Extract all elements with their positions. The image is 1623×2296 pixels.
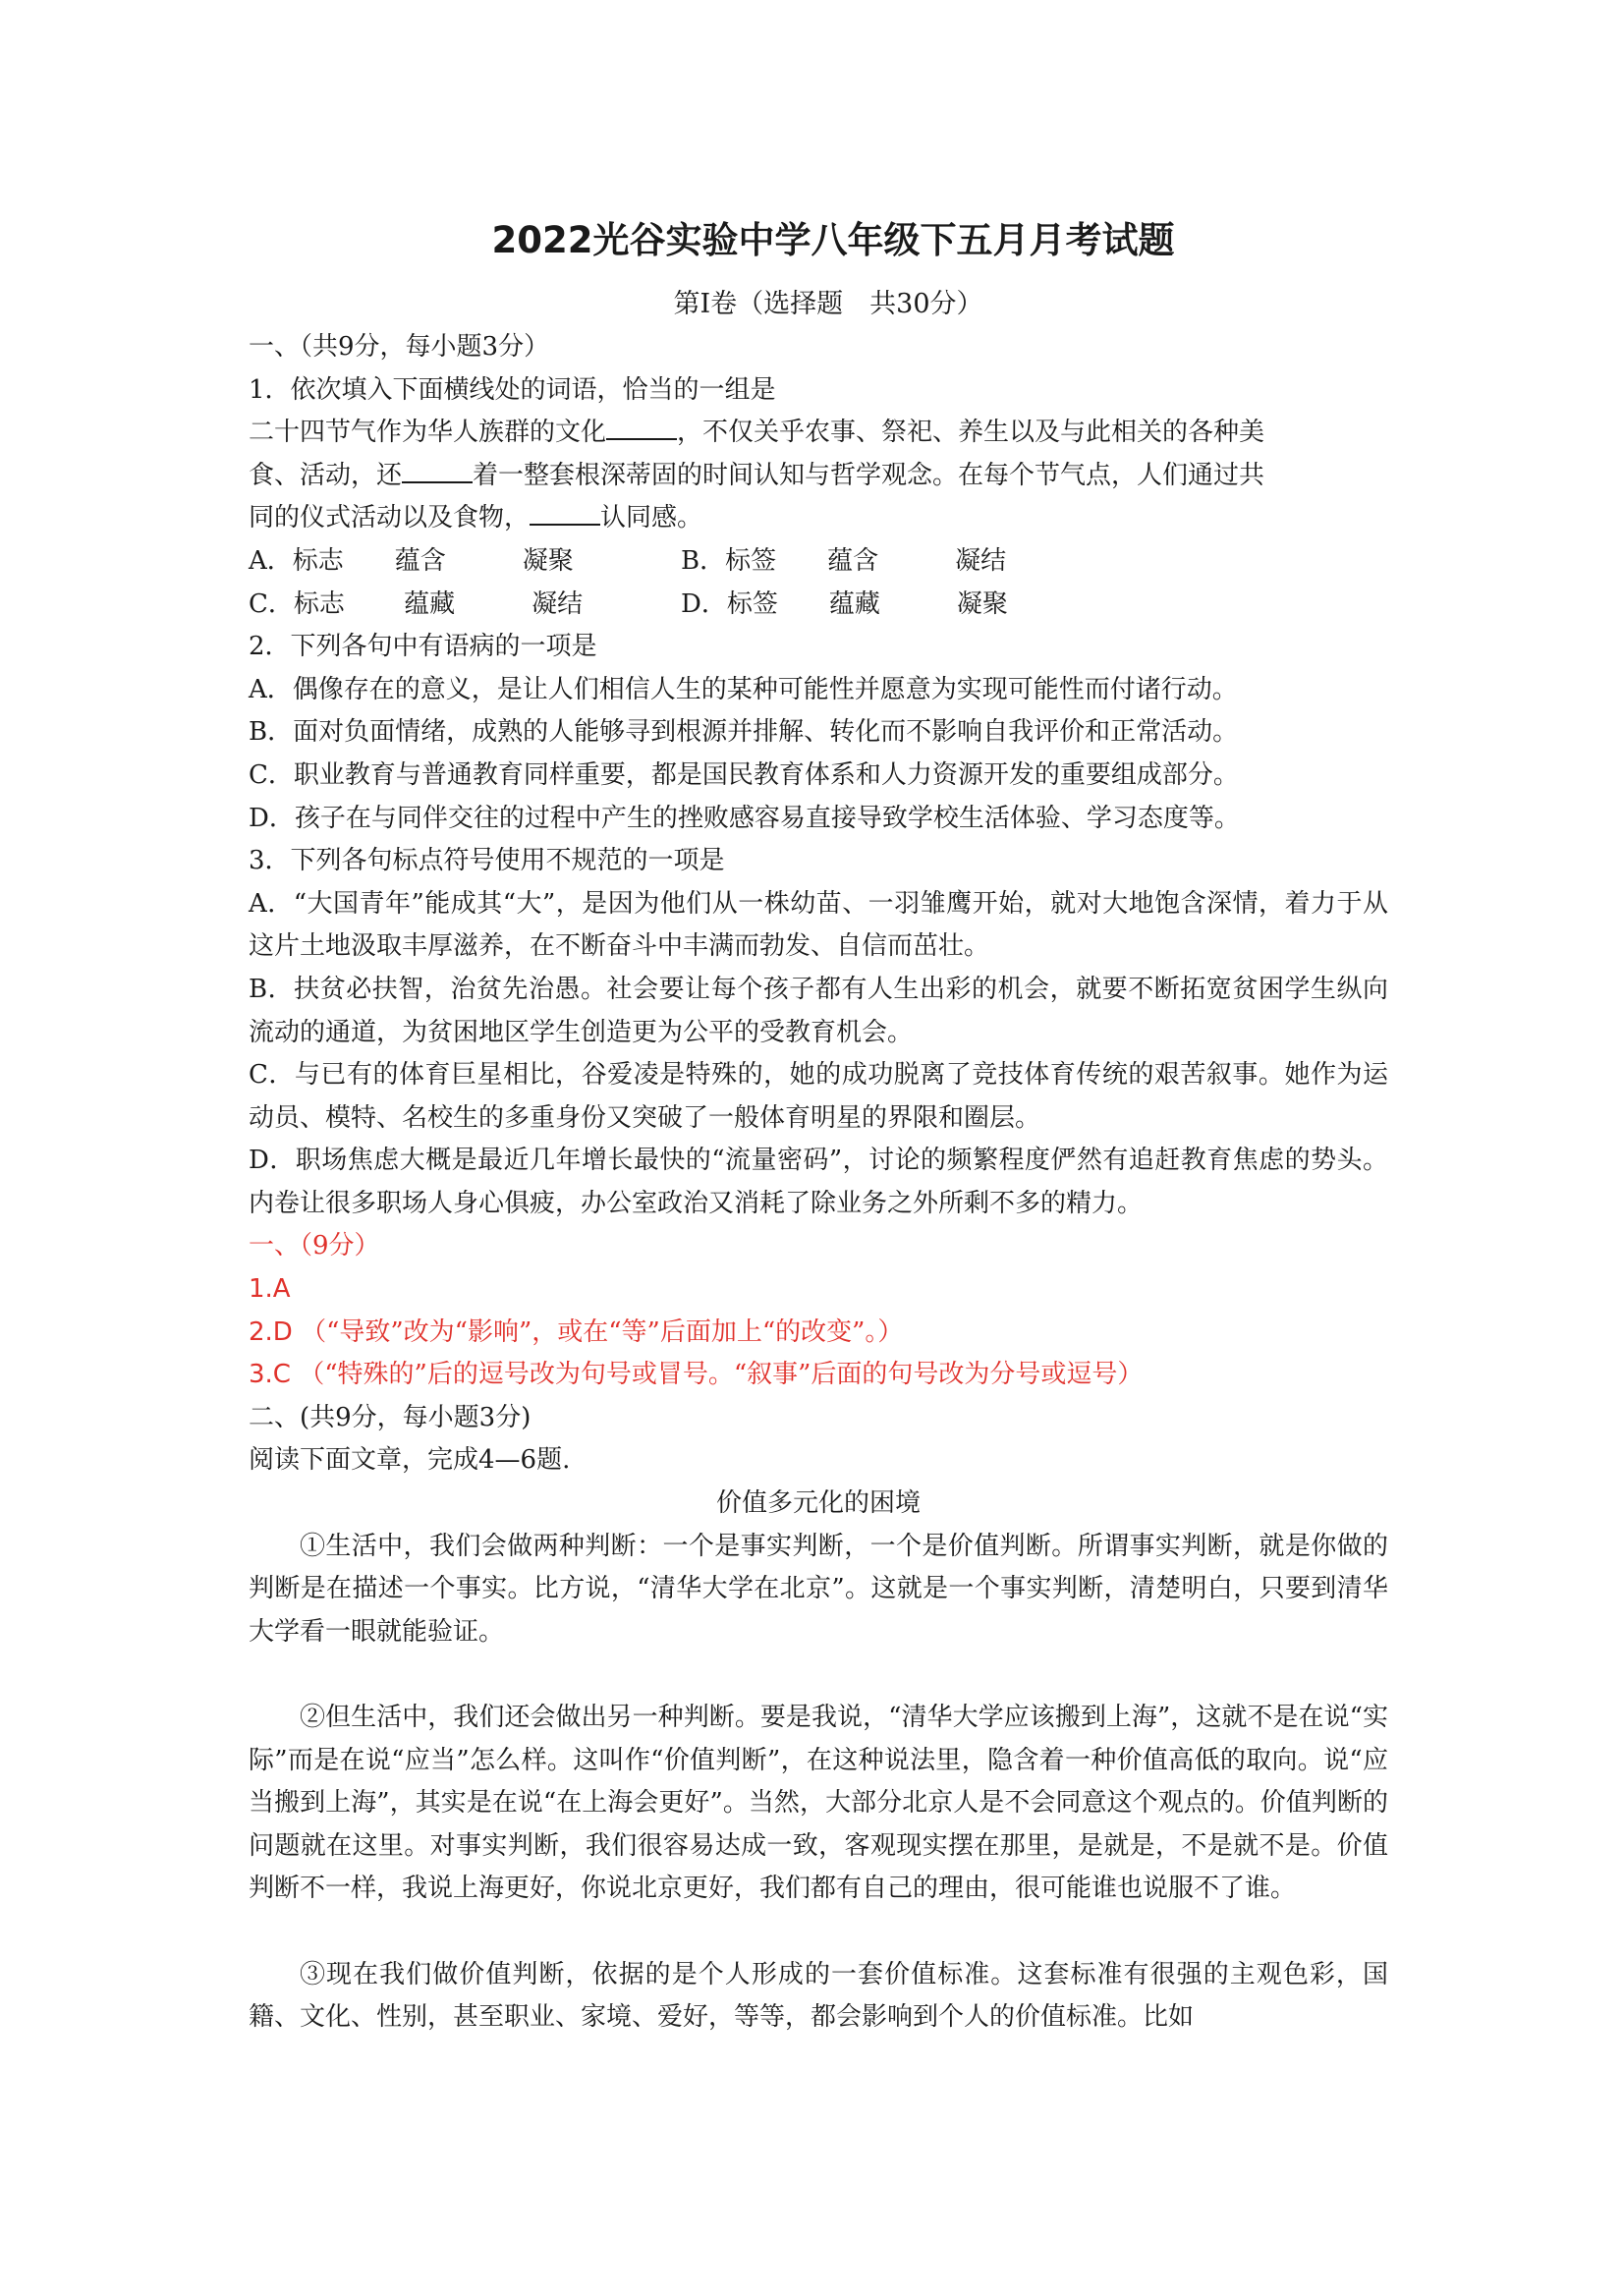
q1-options-row1 bbox=[249, 540, 1388, 584]
q2-option-c: C．职业教育与普通教育同样重要，都是国民教育体系和人力资源开发的重要组成部分。 bbox=[249, 759, 1239, 790]
answer-3-text: （“特殊的”后的逗号改为句号或冒号。“叙事”后面的句号改为分号或逗号） bbox=[299, 1360, 1144, 1390]
fill-blank-3 bbox=[530, 498, 600, 526]
q1-passage-line3 bbox=[249, 497, 1388, 540]
fill-blank-2 bbox=[402, 456, 473, 483]
section2-header: 二、(共9分，每小题3分) bbox=[249, 1402, 532, 1432]
q1-option-d: D．标签 蕴藏 凝聚 bbox=[681, 588, 1008, 619]
q1-passage-line1 bbox=[249, 412, 1388, 455]
q3-option-b: B．扶贫必扶智，治贫先治愚。社会要让每个孩子都有人生出彩的机会，就要不断拓宽贫困学生纵向流动的通道，为贫困地区学生创造更为公平的受教育机会。 bbox=[249, 974, 1388, 1047]
q1-passage-text: 着一整套根深蒂固的时间认知与哲学观念。在每个节气点，人们通过共 bbox=[473, 460, 1265, 490]
exam-title: 2022光谷实验中学八年级下五月月考试题 bbox=[491, 219, 1175, 261]
article-paragraph-3: ③现在我们做价值判断，依据的是个人形成的一套价值标准。这套标准有很强的主观色彩，国籍、文化、性别，甚至职业、家境、爱好，等等，都会影响到个人的价值标准。比如 bbox=[249, 1959, 1388, 2033]
answer-3 bbox=[249, 1354, 1388, 1397]
q1-passage-text: ，不仅关乎农事、祭祀、养生以及与此相关的各种美 bbox=[677, 418, 1265, 448]
answer-2 bbox=[249, 1312, 1388, 1355]
answer-header: 一、（9分） bbox=[249, 1231, 380, 1261]
q1-passage-text: 认同感。 bbox=[600, 503, 703, 533]
q2-option-d: D．孩子在与同伴交往的过程中产生的挫败感容易直接导致学校生活体验、学习态度等。 bbox=[249, 803, 1240, 833]
answer-1: 1.A bbox=[249, 1274, 291, 1305]
q1-passage-line2 bbox=[249, 455, 1388, 498]
section1-header: 一、（共9分，每小题3分） bbox=[249, 332, 550, 362]
q1-option-c: C．标志 蕴藏 凝结 bbox=[249, 588, 584, 619]
q1-passage-text: 二十四节气作为华人族群的文化 bbox=[249, 418, 607, 448]
answer-3-num: 3.C bbox=[249, 1360, 291, 1390]
q1-passage-text: 同的仪式活动以及食物， bbox=[249, 503, 531, 533]
q2-option-b: B．面对负面情绪，成熟的人能够寻到根源并排解、转化而不影响自我评价和正常活动。 bbox=[249, 717, 1239, 748]
q1-passage-text: 食、活动，还 bbox=[249, 460, 403, 490]
q1-stem: 1．依次填入下面横线处的词语，恰当的一组是 bbox=[249, 374, 776, 405]
q1-options-row2 bbox=[249, 584, 1388, 627]
article-title: 价值多元化的困境 bbox=[715, 1488, 921, 1519]
exam-page bbox=[249, 216, 1388, 2040]
q1-option-b: B．标签 蕴含 凝结 bbox=[681, 545, 1007, 576]
fill-blank-1 bbox=[606, 413, 677, 440]
q2-stem: 2．下列各句中有语病的一项是 bbox=[249, 632, 597, 662]
reading-instruction: 阅读下面文章，完成4—6题. bbox=[249, 1445, 571, 1476]
answer-2-text: （“导致”改为“影响”，或在“等”后面加上“的改变”。） bbox=[301, 1316, 904, 1347]
q3-stem: 3．下列各句标点符号使用不规范的一项是 bbox=[249, 846, 725, 876]
article-paragraph-2: ②但生活中，我们还会做出另一种判断。要是我说，“清华大学应该搬到上海”，这就不是在说“实际”而是在说“应当”怎么样。这叫作“价值判断”，在这种说法里，隐含着一种价值高低的取向。说“应当搬到上海”，其实是在说“在上海会更好”。当然，大部分北京人是不会同意这个观点的。价值判断的问题就在这里。对事实判断，我们很容易达成一致，客观现实摆在那里，是就是，不是就不是。价值判断不一样，我说上海更好，你说北京更好，我们都有自己的理由，很可能谁也说服不了谁。 bbox=[249, 1703, 1388, 1904]
q1-option-a: A．标志 蕴含 凝聚 bbox=[249, 545, 574, 576]
q3-option-c: C．与已有的体育巨星相比，谷爱凌是特殊的，她的成功脱离了竞技体育传统的艰苦叙事。她作为运动员、模特、名校生的多重身份又突破了一般体育明星的界限和圈层。 bbox=[249, 1060, 1388, 1133]
paragraph-gap bbox=[249, 1911, 1388, 1954]
answer-2-num: 2.D bbox=[249, 1316, 293, 1347]
paper-subtitle: 第Ⅰ卷（选择题 共30分） bbox=[673, 289, 983, 319]
paragraph-gap bbox=[249, 1653, 1388, 1697]
q3-option-a: A．“大国青年”能成其“大”，是因为他们从一株幼苗、一羽雏鹰开始，就对大地饱含深情，着力于从这片土地汲取丰厚滋养，在不断奋斗中丰满而勃发、自信而茁壮。 bbox=[249, 888, 1388, 962]
article-paragraph-1: ①生活中，我们会做两种判断：一个是事实判断，一个是价值判断。所谓事实判断，就是你做的判断是在描述一个事实。比方说，“清华大学在北京”。这就是一个事实判断，清楚明白，只要到清华大学看一眼就能验证。 bbox=[249, 1531, 1388, 1647]
q2-option-a: A．偶像存在的意义，是让人们相信人生的某种可能性并愿意为实现可能性而付诸行动。 bbox=[249, 674, 1238, 704]
q3-option-d: D．职场焦虑大概是最近几年增长最快的“流量密码”，讨论的频繁程度俨然有追赶教育焦虑的势头。内卷让很多职场人身心俱疲，办公室政治又消耗了除业务之外所剩不多的精力。 bbox=[249, 1146, 1388, 1218]
